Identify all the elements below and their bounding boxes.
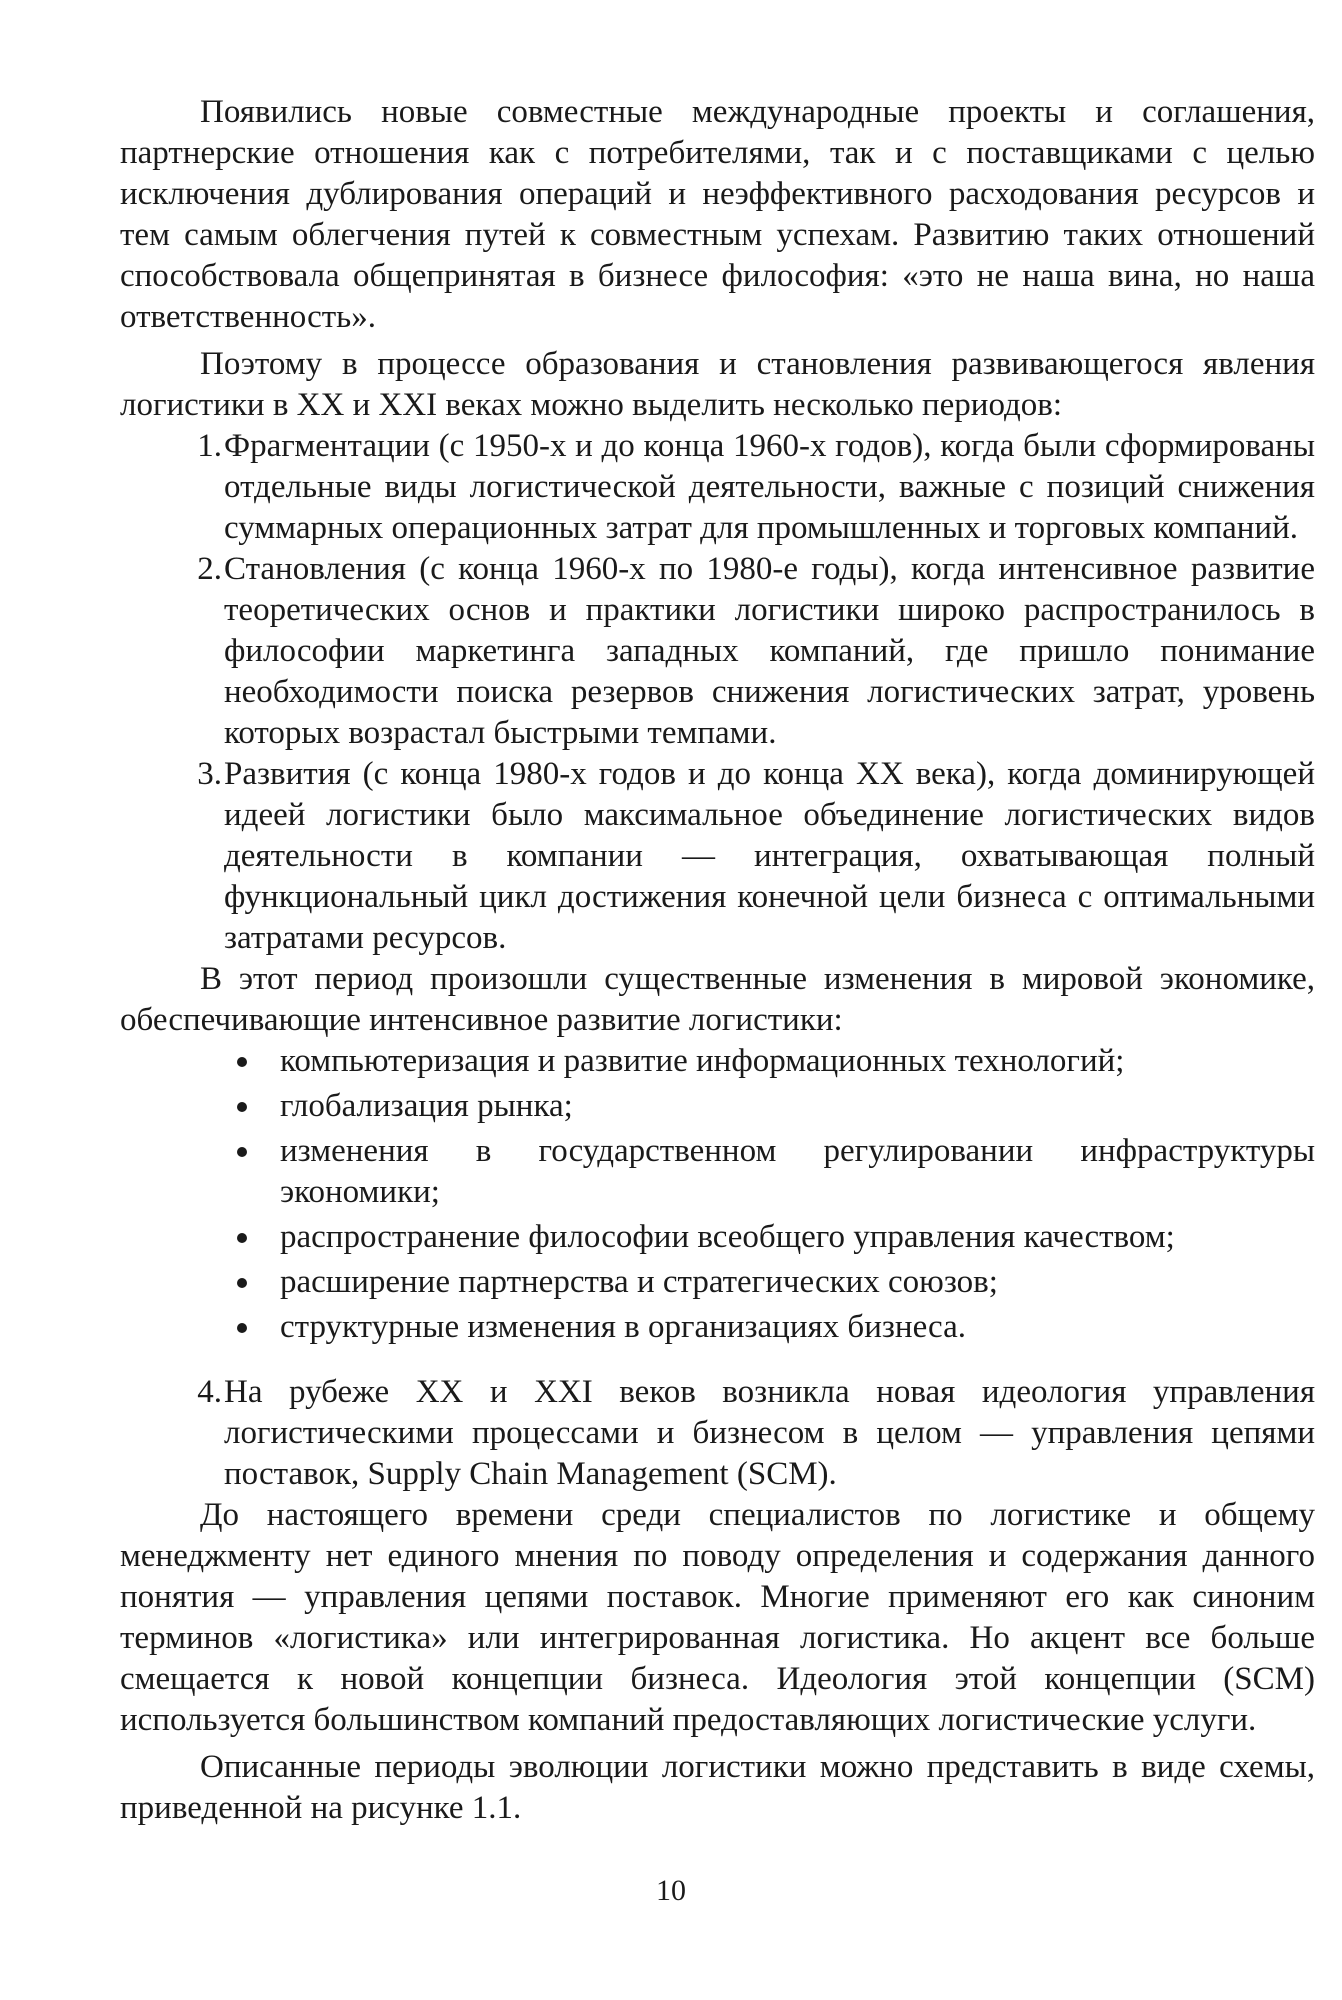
change-item xyxy=(120,1262,1315,1303)
paragraph-partnerships: Появились новые совместные международные проекты и соглашения, партнерские отношения как с потребителями, так и с поставщиками с целью исключения дублирования операций и неэффективного расходования ресурсов и тем самым облегчения путей к совместным успехам. Развитию таких отношений способствовала общепринятая в бизнесе философия: «это не наша вина, но наша ответственность». xyxy=(120,94,1315,335)
bullet-icon xyxy=(237,1057,247,1067)
period-item xyxy=(120,754,1315,959)
page-number: 10 xyxy=(656,1874,686,1907)
period-item xyxy=(120,1372,1315,1495)
list-spacer xyxy=(120,1352,1315,1372)
paragraph-figure-reference: Описанные периоды эволюции логистики можно представить в виде схемы, приведенной на рисунке 1.1. xyxy=(120,1749,1315,1826)
change-item xyxy=(120,1307,1315,1348)
period-text: Развития (с конца 1980-х годов и до конца XX века), когда доминирующей идеей логистики было максимальное объединение логистических видов деятельности в компании — интеграция, охватывающая полный функциональный цикл достижения конечной цели бизнеса с оптимальными затратами ресурсов. xyxy=(224,756,1315,956)
bullet-icon xyxy=(237,1102,247,1112)
period-number: 1. xyxy=(197,428,222,464)
change-text: распространение философии всеобщего управления качеством; xyxy=(280,1219,1175,1255)
period-text: Фрагментации (с 1950-х и до конца 1960-х годов), когда были сформированы отдельные виды логистической деятельности, важные с позиций снижения суммарных операционных затрат для промышленных и торговых компаний. xyxy=(224,428,1315,546)
change-text: изменения в государственном регулировании инфраструктуры экономики; xyxy=(280,1133,1315,1210)
period-number: 3. xyxy=(197,756,222,792)
periods-list-continued xyxy=(120,1372,1315,1495)
change-item xyxy=(120,1041,1315,1082)
bullet-icon xyxy=(237,1278,247,1288)
period-item xyxy=(120,426,1315,549)
period-item xyxy=(120,549,1315,754)
change-text: компьютеризация и развитие информационных технологий; xyxy=(280,1043,1125,1079)
bullet-icon xyxy=(237,1323,247,1333)
change-text: расширение партнерства и стратегических союзов; xyxy=(280,1264,998,1300)
period-text: Становления (с конца 1960-х по 1980-е годы), когда интенсивное развитие теоретических основ и практики логистики широко распространилось в философии маркетинга западных компаний, где пришло понимание необходимости поиска резервов снижения логистических затрат, уровень которых возрастал быстрыми темпами. xyxy=(224,551,1315,751)
bullet-icon xyxy=(237,1233,247,1243)
period-number: 4. xyxy=(197,1374,222,1410)
change-text: структурные изменения в организациях бизнеса. xyxy=(280,1309,966,1345)
period-text: На рубеже XX и XXI веков возникла новая идеология управления логистическими процессами и бизнесом в целом — управления цепями поставок, Supply Chain Management (SCM). xyxy=(224,1374,1315,1492)
change-text: глобализация рынка; xyxy=(280,1088,573,1124)
page-body xyxy=(120,92,1315,1829)
paragraph-periods-intro: Поэтому в процессе образования и становления развивающегося явления логистики в XX и XXI веках можно выделить несколько периодов: xyxy=(120,346,1315,423)
change-item xyxy=(120,1217,1315,1258)
change-item xyxy=(120,1131,1315,1213)
paragraph-scm-definition: До настоящего времени среди специалистов по логистике и общему менеджменту нет единого мнения по поводу определения и содержания данного понятия — управления цепями поставок. Многие применяют его как синоним терминов «логистика» или интегрированная логистика. Но акцент все больше смещается к новой концепции бизнеса. Идеология этой концепции (SCM) используется большинством компаний предоставляющих логистические услуги. xyxy=(120,1497,1315,1738)
periods-list xyxy=(120,426,1315,959)
bullet-icon xyxy=(237,1147,247,1157)
paragraph-economy-changes: В этот период произошли существенные изменения в мировой экономике, обеспечивающие интенсивное развитие логистики: xyxy=(120,961,1315,1038)
period-number: 2. xyxy=(197,551,222,587)
changes-list xyxy=(120,1041,1315,1348)
change-item xyxy=(120,1086,1315,1127)
